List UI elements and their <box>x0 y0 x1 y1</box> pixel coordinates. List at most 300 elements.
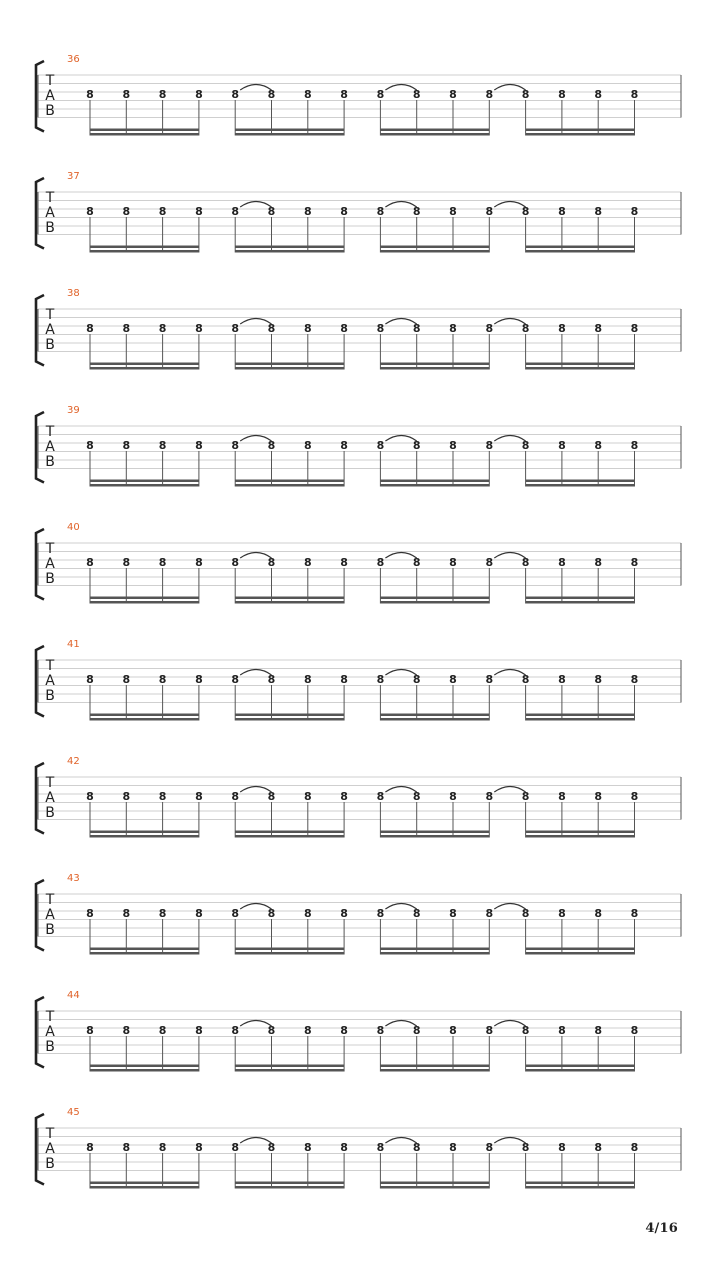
fret-number: 8 <box>122 439 131 452</box>
beam <box>235 129 344 132</box>
fret-number: 8 <box>231 88 240 101</box>
fret-number: 8 <box>267 907 276 920</box>
beam <box>380 1069 489 1072</box>
fret-number: 8 <box>303 322 312 335</box>
fret-number: 8 <box>158 322 167 335</box>
fret-number: 8 <box>558 439 566 452</box>
beam <box>235 367 344 370</box>
fret-number: 8 <box>340 790 348 803</box>
fret-number: 8 <box>195 556 203 569</box>
fret-number: 8 <box>195 907 203 920</box>
beam <box>526 948 635 951</box>
fret-number: 8 <box>158 1024 167 1037</box>
beam <box>526 1069 635 1072</box>
beam <box>380 718 489 721</box>
fret-number: 8 <box>376 322 385 335</box>
beam <box>90 250 199 253</box>
fret-number: 8 <box>340 205 348 218</box>
fret-number: 8 <box>412 1141 421 1154</box>
beam <box>380 129 489 132</box>
fret-number: 8 <box>195 439 203 452</box>
tab-clef-letter: A <box>45 1024 55 1040</box>
fret-number: 8 <box>376 1024 385 1037</box>
fret-number: 8 <box>558 88 566 101</box>
beam <box>380 831 489 834</box>
fret-number: 8 <box>267 1024 276 1037</box>
tab-system <box>36 1107 681 1189</box>
fret-number: 8 <box>594 673 603 686</box>
fret-number: 8 <box>231 1024 240 1037</box>
beam <box>90 597 199 600</box>
fret-number: 8 <box>630 1141 639 1154</box>
beam <box>90 601 199 604</box>
tab-clef-letter: A <box>45 1141 55 1157</box>
fret-number: 8 <box>594 322 603 335</box>
tab-system <box>36 522 681 604</box>
fret-number: 8 <box>376 1141 385 1154</box>
fret-number: 8 <box>485 322 494 335</box>
fret-number: 8 <box>485 1024 494 1037</box>
fret-number: 8 <box>340 673 348 686</box>
tab-clef-letter: B <box>45 1156 55 1172</box>
tab-system <box>36 405 681 487</box>
beam <box>526 250 635 253</box>
tab-clef-letter: T <box>45 307 55 323</box>
fret-number: 8 <box>231 322 240 335</box>
tab-system <box>36 756 681 838</box>
fret-number: 8 <box>303 790 312 803</box>
fret-number: 8 <box>594 1141 603 1154</box>
beam <box>380 363 489 366</box>
fret-number: 8 <box>412 1024 421 1037</box>
beam <box>380 601 489 604</box>
beam <box>380 714 489 717</box>
fret-number: 8 <box>594 1024 603 1037</box>
fret-number: 8 <box>485 88 494 101</box>
tab-system <box>36 171 681 253</box>
beam <box>235 948 344 951</box>
fret-number: 8 <box>231 205 240 218</box>
fret-number: 8 <box>86 88 94 101</box>
fret-number: 8 <box>122 556 131 569</box>
fret-number: 8 <box>158 556 167 569</box>
tab-clef-letter: A <box>45 556 55 572</box>
fret-number: 8 <box>267 205 276 218</box>
fret-number: 8 <box>630 1024 639 1037</box>
beam <box>526 133 635 136</box>
fret-number: 8 <box>195 1024 203 1037</box>
system-bracket <box>36 529 44 600</box>
fret-number: 8 <box>521 322 530 335</box>
fret-number: 8 <box>303 556 312 569</box>
tab-clef-letter: T <box>45 424 55 440</box>
fret-number: 8 <box>521 88 530 101</box>
fret-number: 8 <box>630 205 639 218</box>
beam <box>235 714 344 717</box>
fret-number: 8 <box>195 1141 203 1154</box>
system-bracket <box>36 997 44 1068</box>
tab-clef-letter: T <box>45 775 55 791</box>
system-bracket <box>36 763 44 834</box>
beam <box>90 133 199 136</box>
beam <box>526 363 635 366</box>
fret-number: 8 <box>195 88 203 101</box>
tab-system <box>36 990 681 1072</box>
fret-number: 8 <box>340 322 348 335</box>
beam <box>235 133 344 136</box>
beam <box>235 601 344 604</box>
fret-number: 8 <box>485 790 494 803</box>
tab-clef-letter: B <box>45 805 55 821</box>
measure-number: 40 <box>67 522 80 533</box>
tab-system <box>36 639 681 721</box>
tab-clef-letter: B <box>45 454 55 470</box>
beam <box>380 133 489 136</box>
fret-number: 8 <box>558 673 566 686</box>
tab-clef-letter: T <box>45 190 55 206</box>
fret-number: 8 <box>231 1141 240 1154</box>
fret-number: 8 <box>630 556 639 569</box>
fret-number: 8 <box>594 790 603 803</box>
fret-number: 8 <box>86 673 94 686</box>
tab-clef-letter: A <box>45 205 55 221</box>
fret-number: 8 <box>303 907 312 920</box>
fret-number: 8 <box>303 88 312 101</box>
system-bracket <box>36 1114 44 1185</box>
system-bracket <box>36 61 44 132</box>
system-bracket <box>36 412 44 483</box>
beam <box>526 246 635 249</box>
tab-clef-letter: B <box>45 337 55 353</box>
beam <box>235 246 344 249</box>
beam <box>380 250 489 253</box>
fret-number: 8 <box>303 1024 312 1037</box>
tab-clef-letter: A <box>45 439 55 455</box>
fret-number: 8 <box>558 1024 566 1037</box>
beam <box>90 1182 199 1185</box>
fret-number: 8 <box>630 322 639 335</box>
beam <box>526 1186 635 1189</box>
fret-number: 8 <box>86 907 94 920</box>
fret-number: 8 <box>449 88 457 101</box>
beam <box>526 831 635 834</box>
system-bracket <box>36 646 44 717</box>
beam <box>90 246 199 249</box>
fret-number: 8 <box>412 322 421 335</box>
fret-number: 8 <box>449 907 457 920</box>
fret-number: 8 <box>158 88 167 101</box>
fret-number: 8 <box>376 790 385 803</box>
page-number: 4/16 <box>645 1221 678 1236</box>
fret-number: 8 <box>86 322 94 335</box>
measure-number: 37 <box>67 171 80 182</box>
fret-number: 8 <box>412 907 421 920</box>
fret-number: 8 <box>630 88 639 101</box>
fret-number: 8 <box>521 673 530 686</box>
fret-number: 8 <box>231 673 240 686</box>
tab-clef-letter: T <box>45 892 55 908</box>
fret-number: 8 <box>521 790 530 803</box>
beam <box>526 129 635 132</box>
measure-number: 38 <box>67 288 80 299</box>
beam <box>380 597 489 600</box>
tab-clef-letter: A <box>45 790 55 806</box>
fret-number: 8 <box>158 205 167 218</box>
fret-number: 8 <box>231 439 240 452</box>
beam <box>235 952 344 955</box>
fret-number: 8 <box>158 673 167 686</box>
fret-number: 8 <box>303 1141 312 1154</box>
fret-number: 8 <box>267 556 276 569</box>
beam <box>526 714 635 717</box>
beam <box>235 831 344 834</box>
fret-number: 8 <box>122 907 131 920</box>
fret-number: 8 <box>303 205 312 218</box>
beam <box>90 948 199 951</box>
fret-number: 8 <box>231 556 240 569</box>
tab-system <box>36 288 681 370</box>
beam <box>526 484 635 487</box>
fret-number: 8 <box>594 88 603 101</box>
fret-number: 8 <box>267 790 276 803</box>
tab-system <box>36 873 681 955</box>
beam <box>235 480 344 483</box>
beam <box>235 1065 344 1068</box>
measure-number: 44 <box>67 990 80 1001</box>
fret-number: 8 <box>195 205 203 218</box>
tab-clef-letter: T <box>45 73 55 89</box>
fret-number: 8 <box>630 673 639 686</box>
beam <box>380 480 489 483</box>
fret-number: 8 <box>267 1141 276 1154</box>
fret-number: 8 <box>231 907 240 920</box>
measure-number: 39 <box>67 405 80 416</box>
beam <box>380 1065 489 1068</box>
fret-number: 8 <box>594 439 603 452</box>
beam <box>90 831 199 834</box>
beam <box>235 1069 344 1072</box>
fret-number: 8 <box>412 556 421 569</box>
fret-number: 8 <box>267 322 276 335</box>
fret-number: 8 <box>340 1141 348 1154</box>
measure-number: 42 <box>67 756 80 767</box>
tab-clef-letter: B <box>45 571 55 587</box>
beam <box>90 480 199 483</box>
fret-number: 8 <box>195 673 203 686</box>
beam <box>235 1182 344 1185</box>
fret-number: 8 <box>195 790 203 803</box>
measure-number: 45 <box>67 1107 80 1118</box>
fret-number: 8 <box>558 790 566 803</box>
fret-number: 8 <box>303 439 312 452</box>
fret-number: 8 <box>412 205 421 218</box>
fret-number: 8 <box>86 790 94 803</box>
measure-number: 43 <box>67 873 80 884</box>
fret-number: 8 <box>412 673 421 686</box>
tab-clef-letter: B <box>45 688 55 704</box>
fret-number: 8 <box>158 439 167 452</box>
fret-number: 8 <box>558 1141 566 1154</box>
system-bracket <box>36 880 44 951</box>
tab-clef-letter: T <box>45 541 55 557</box>
beam <box>526 480 635 483</box>
beam <box>90 1186 199 1189</box>
beam <box>380 1186 489 1189</box>
fret-number: 8 <box>340 1024 348 1037</box>
beam <box>235 250 344 253</box>
beam <box>235 718 344 721</box>
beam <box>526 1182 635 1185</box>
measure-number: 36 <box>67 54 80 65</box>
fret-number: 8 <box>521 1024 530 1037</box>
fret-number: 8 <box>449 673 457 686</box>
tab-clef-letter: A <box>45 907 55 923</box>
fret-number: 8 <box>558 907 566 920</box>
beam <box>235 363 344 366</box>
beam <box>526 1065 635 1068</box>
tab-clef-letter: B <box>45 103 55 119</box>
beam <box>380 246 489 249</box>
beam <box>90 129 199 132</box>
tab-clef-letter: A <box>45 88 55 104</box>
fret-number: 8 <box>376 907 385 920</box>
beam <box>90 367 199 370</box>
beam <box>380 1182 489 1185</box>
fret-number: 8 <box>376 556 385 569</box>
fret-number: 8 <box>630 790 639 803</box>
fret-number: 8 <box>412 88 421 101</box>
fret-number: 8 <box>122 673 131 686</box>
fret-number: 8 <box>158 1141 167 1154</box>
fret-number: 8 <box>594 556 603 569</box>
beam <box>90 835 199 838</box>
fret-number: 8 <box>521 556 530 569</box>
fret-number: 8 <box>195 322 203 335</box>
tab-clef-letter: A <box>45 673 55 689</box>
fret-number: 8 <box>521 439 530 452</box>
fret-number: 8 <box>122 88 131 101</box>
beam <box>90 952 199 955</box>
beam <box>235 597 344 600</box>
beam <box>526 718 635 721</box>
tab-clef-letter: T <box>45 658 55 674</box>
tab-system <box>36 54 681 136</box>
beam <box>526 835 635 838</box>
fret-number: 8 <box>412 790 421 803</box>
fret-number: 8 <box>376 673 385 686</box>
fret-number: 8 <box>449 1141 457 1154</box>
beam <box>90 714 199 717</box>
fret-number: 8 <box>485 205 494 218</box>
fret-number: 8 <box>558 556 566 569</box>
beam <box>380 484 489 487</box>
fret-number: 8 <box>521 1141 530 1154</box>
beam <box>90 718 199 721</box>
fret-number: 8 <box>231 790 240 803</box>
beam <box>235 835 344 838</box>
beam <box>90 484 199 487</box>
fret-number: 8 <box>594 907 603 920</box>
tab-clef-letter: B <box>45 220 55 236</box>
beam <box>380 367 489 370</box>
fret-number: 8 <box>86 1141 94 1154</box>
fret-number: 8 <box>485 673 494 686</box>
tab-clef-letter: T <box>45 1126 55 1142</box>
beam <box>90 1065 199 1068</box>
fret-number: 8 <box>485 907 494 920</box>
fret-number: 8 <box>376 205 385 218</box>
beam <box>526 952 635 955</box>
fret-number: 8 <box>449 556 457 569</box>
tab-clef-letter: T <box>45 1009 55 1025</box>
fret-number: 8 <box>449 790 457 803</box>
fret-number: 8 <box>594 205 603 218</box>
fret-number: 8 <box>122 1024 131 1037</box>
fret-number: 8 <box>86 205 94 218</box>
fret-number: 8 <box>376 439 385 452</box>
fret-number: 8 <box>267 439 276 452</box>
fret-number: 8 <box>521 205 530 218</box>
fret-number: 8 <box>122 1141 131 1154</box>
fret-number: 8 <box>485 556 494 569</box>
tab-clef-letter: B <box>45 922 55 938</box>
fret-number: 8 <box>521 907 530 920</box>
measure-number: 41 <box>67 639 80 650</box>
fret-number: 8 <box>267 673 276 686</box>
fret-number: 8 <box>630 907 639 920</box>
beam <box>90 1069 199 1072</box>
beam <box>526 367 635 370</box>
beam <box>235 484 344 487</box>
beam <box>380 948 489 951</box>
fret-number: 8 <box>303 673 312 686</box>
beam <box>526 597 635 600</box>
fret-number: 8 <box>122 790 131 803</box>
fret-number: 8 <box>86 439 94 452</box>
fret-number: 8 <box>558 322 566 335</box>
fret-number: 8 <box>158 790 167 803</box>
tab-clef-letter: A <box>45 322 55 338</box>
beam <box>380 952 489 955</box>
tab-clef-letter: B <box>45 1039 55 1055</box>
fret-number: 8 <box>340 556 348 569</box>
system-bracket <box>36 178 44 249</box>
beam <box>235 1186 344 1189</box>
fret-number: 8 <box>122 322 131 335</box>
fret-number: 8 <box>558 205 566 218</box>
fret-number: 8 <box>449 439 457 452</box>
fret-number: 8 <box>122 205 131 218</box>
fret-number: 8 <box>449 205 457 218</box>
fret-number: 8 <box>340 907 348 920</box>
fret-number: 8 <box>340 439 348 452</box>
fret-number: 8 <box>86 1024 94 1037</box>
beam <box>526 601 635 604</box>
fret-number: 8 <box>158 907 167 920</box>
fret-number: 8 <box>449 322 457 335</box>
fret-number: 8 <box>449 1024 457 1037</box>
fret-number: 8 <box>376 88 385 101</box>
fret-number: 8 <box>267 88 276 101</box>
system-bracket <box>36 295 44 366</box>
fret-number: 8 <box>340 88 348 101</box>
fret-number: 8 <box>86 556 94 569</box>
beam <box>90 363 199 366</box>
fret-number: 8 <box>485 1141 494 1154</box>
fret-number: 8 <box>485 439 494 452</box>
beam <box>380 835 489 838</box>
fret-number: 8 <box>630 439 639 452</box>
